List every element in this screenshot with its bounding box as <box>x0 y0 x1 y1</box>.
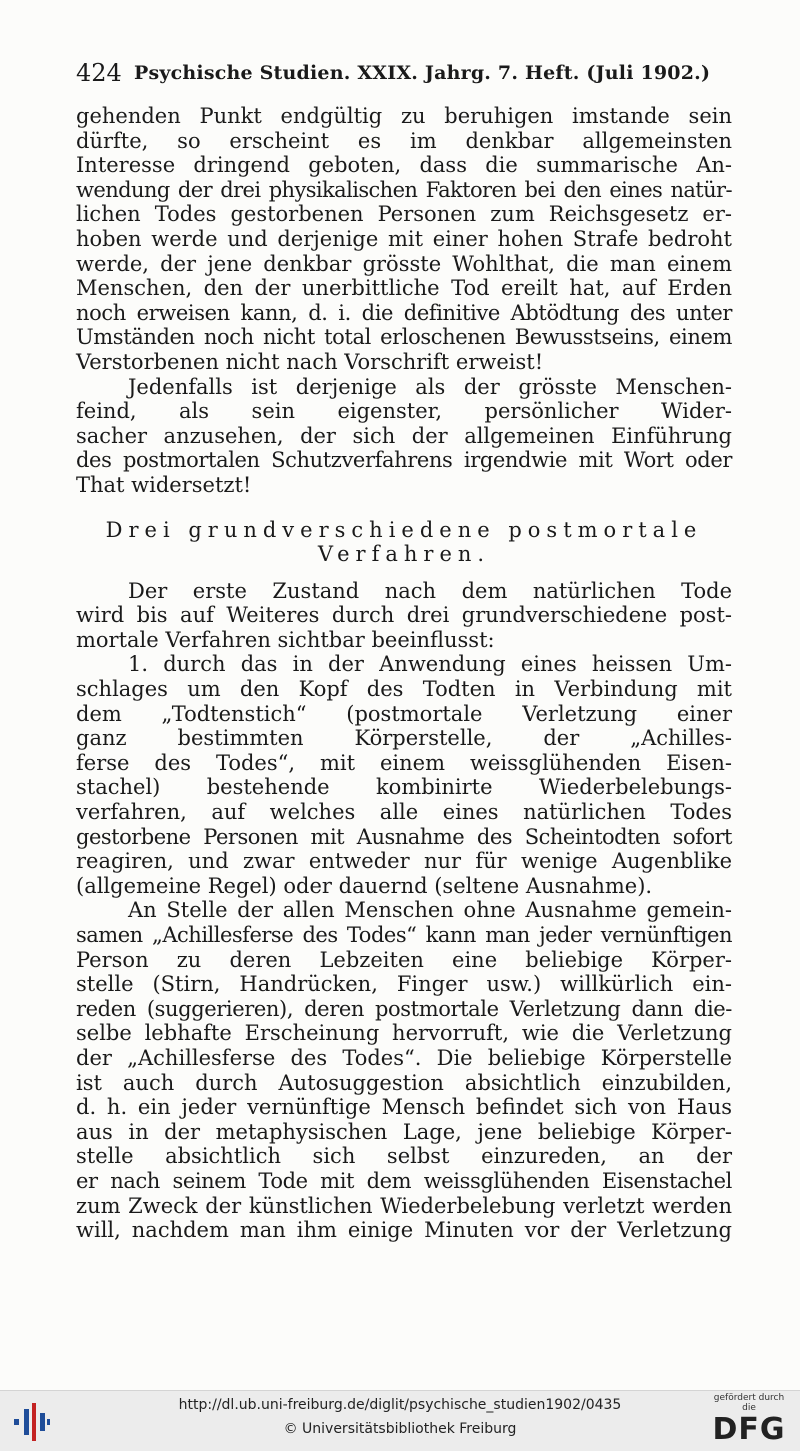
text-line: ferse des Todes“, mit einem weissglühenden Eisen- <box>76 750 732 775</box>
paragraph-5 <box>76 898 732 1242</box>
text-line: Der erste Zustand nach dem natürlichen Tode <box>128 578 732 603</box>
text-line: sacher anzusehen, der sich der allgemeinen Einführung <box>76 423 732 448</box>
text-line: will, nachdem man ihm einige Minuten vor der Verletzung <box>76 1218 732 1243</box>
viewer-footer <box>0 1390 800 1451</box>
text-line: mortale Verfahren sichtbar beeinflusst: <box>76 627 495 652</box>
text-line: 1. durch das in der Anwendung eines heissen Um- <box>128 652 732 677</box>
text-line: reagiren, und zwar entweder nur für wenige Augenblike <box>76 849 732 874</box>
text-line: dem „Todtenstich“ (postmortale Verletzung einer <box>76 701 732 726</box>
paragraph-2 <box>76 375 732 498</box>
text-line: verfahren, auf welches alle eines natürlichen Todes <box>76 800 732 825</box>
text-line: Interesse dringend geboten, dass die summarische An- <box>76 153 732 178</box>
page-header <box>76 56 736 90</box>
text-line: dürfte, so erscheint es im denkbar allgemeinsten <box>76 128 732 153</box>
text-line: (allgemeine Regel) oder dauernd (seltene Ausnahme). <box>76 873 653 898</box>
text-line: Person zu deren Lebzeiten eine beliebige Körper- <box>76 947 732 972</box>
text-line: wird bis auf Weiteres durch drei grundverschiedene post- <box>76 603 732 628</box>
text-line: ist auch durch Autosuggestion absichtlich einzubilden, <box>76 1070 732 1095</box>
paragraph-1 <box>76 104 732 375</box>
text-line: An Stelle der allen Menschen ohne Ausnahme gemein- <box>128 898 732 923</box>
text-line: wendung der drei physikalischen Faktoren bei den eines natür- <box>76 177 732 202</box>
heading-line-2: Verfahren. <box>317 542 491 567</box>
dfg-logo-icon <box>706 1393 792 1449</box>
page-number: 424 <box>76 59 122 87</box>
text-line: stelle absichtlich sich selbst einzureden, an der <box>76 1144 732 1169</box>
text-line: gestorbene Personen mit Ausnahme des Scheintodten sofort <box>76 824 732 849</box>
text-line: der „Achillesferse des Todes“. Die beliebige Körperstelle <box>76 1045 732 1070</box>
paragraph-4 <box>76 652 732 898</box>
text-line: That widersetzt! <box>76 472 252 497</box>
text-line: gehenden Punkt endgültig zu beruhigen imstande sein <box>76 104 732 128</box>
heading-line-1: Drei grundverschiedene postmortale <box>105 517 703 542</box>
text-line: noch erweisen kann, d. i. die definitive Abtödtung des unter <box>76 300 732 325</box>
text-line: feind, als sein eigenster, persönlicher Wider- <box>76 399 732 424</box>
text-line: Verstorbenen nicht nach Vorschrift erweist! <box>76 349 544 374</box>
text-line: samen „Achillesferse des Todes“ kann man jeder vernünftigen <box>76 923 732 947</box>
text-line: des postmortalen Schutzverfahrens irgendwie mit Wort oder <box>76 448 732 473</box>
running-title: Psychische Studien. XXIX. Jahrg. 7. Heft. (Juli 1902.) <box>134 62 711 84</box>
text-line: Jedenfalls ist derjenige als der grösste Menschen- <box>128 374 732 399</box>
text-line: er nach seinem Tode mit dem weissglühenden Eisenstachel <box>76 1168 732 1193</box>
text-line: reden (suggerieren), deren postmortale Verletzung dann die- <box>76 996 732 1021</box>
text-line: hoben werde und derjenige mit einer hohen Strafe bedroht <box>76 226 732 251</box>
copyright-text: © Universitätsbibliothek Freiburg <box>283 1421 517 1437</box>
text-line: d. h. ein jeder vernünftige Mensch befindet sich von Haus <box>76 1095 732 1120</box>
text-line: schlages um den Kopf des Todten in Verbindung mit <box>76 677 732 702</box>
section-heading <box>76 518 732 567</box>
text-line: werde, der jene denkbar grösste Wohlthat, die man einem <box>76 251 732 276</box>
text-line: selbe lebhafte Erscheinung hervorruft, wie die Verletzung <box>76 1021 732 1046</box>
text-line: stachel) bestehende kombinirte Wiederbelebungs- <box>76 775 732 800</box>
text-line: stelle (Stirn, Handrücken, Finger usw.) willkürlich ein- <box>76 972 732 997</box>
text-line: Umständen noch nicht total erloschenen Bewusstseins, einem <box>76 325 732 350</box>
paragraph-3 <box>76 579 732 653</box>
dfg-funding-label: gefördert durch die <box>713 1393 785 1413</box>
text-line: ganz bestimmten Körperstelle, der „Achilles- <box>76 726 732 751</box>
text-line: zum Zweck der künstlichen Wiederbelebung verletzt werden <box>76 1193 732 1218</box>
text-line: aus in der metaphysischen Lage, jene beliebige Körper- <box>76 1119 732 1144</box>
body-text <box>76 104 732 1243</box>
dfg-logo-text: DFG <box>712 1412 786 1447</box>
text-line: lichen Todes gestorbenen Personen zum Reichsgesetz er- <box>76 202 732 227</box>
source-url-link[interactable]: http://dl.ub.uni-freiburg.de/diglit/psychische_studien1902/0435 <box>178 1397 622 1413</box>
text-line: Menschen, den der unerbittliche Tod ereilt hat, auf Erden <box>76 276 732 301</box>
